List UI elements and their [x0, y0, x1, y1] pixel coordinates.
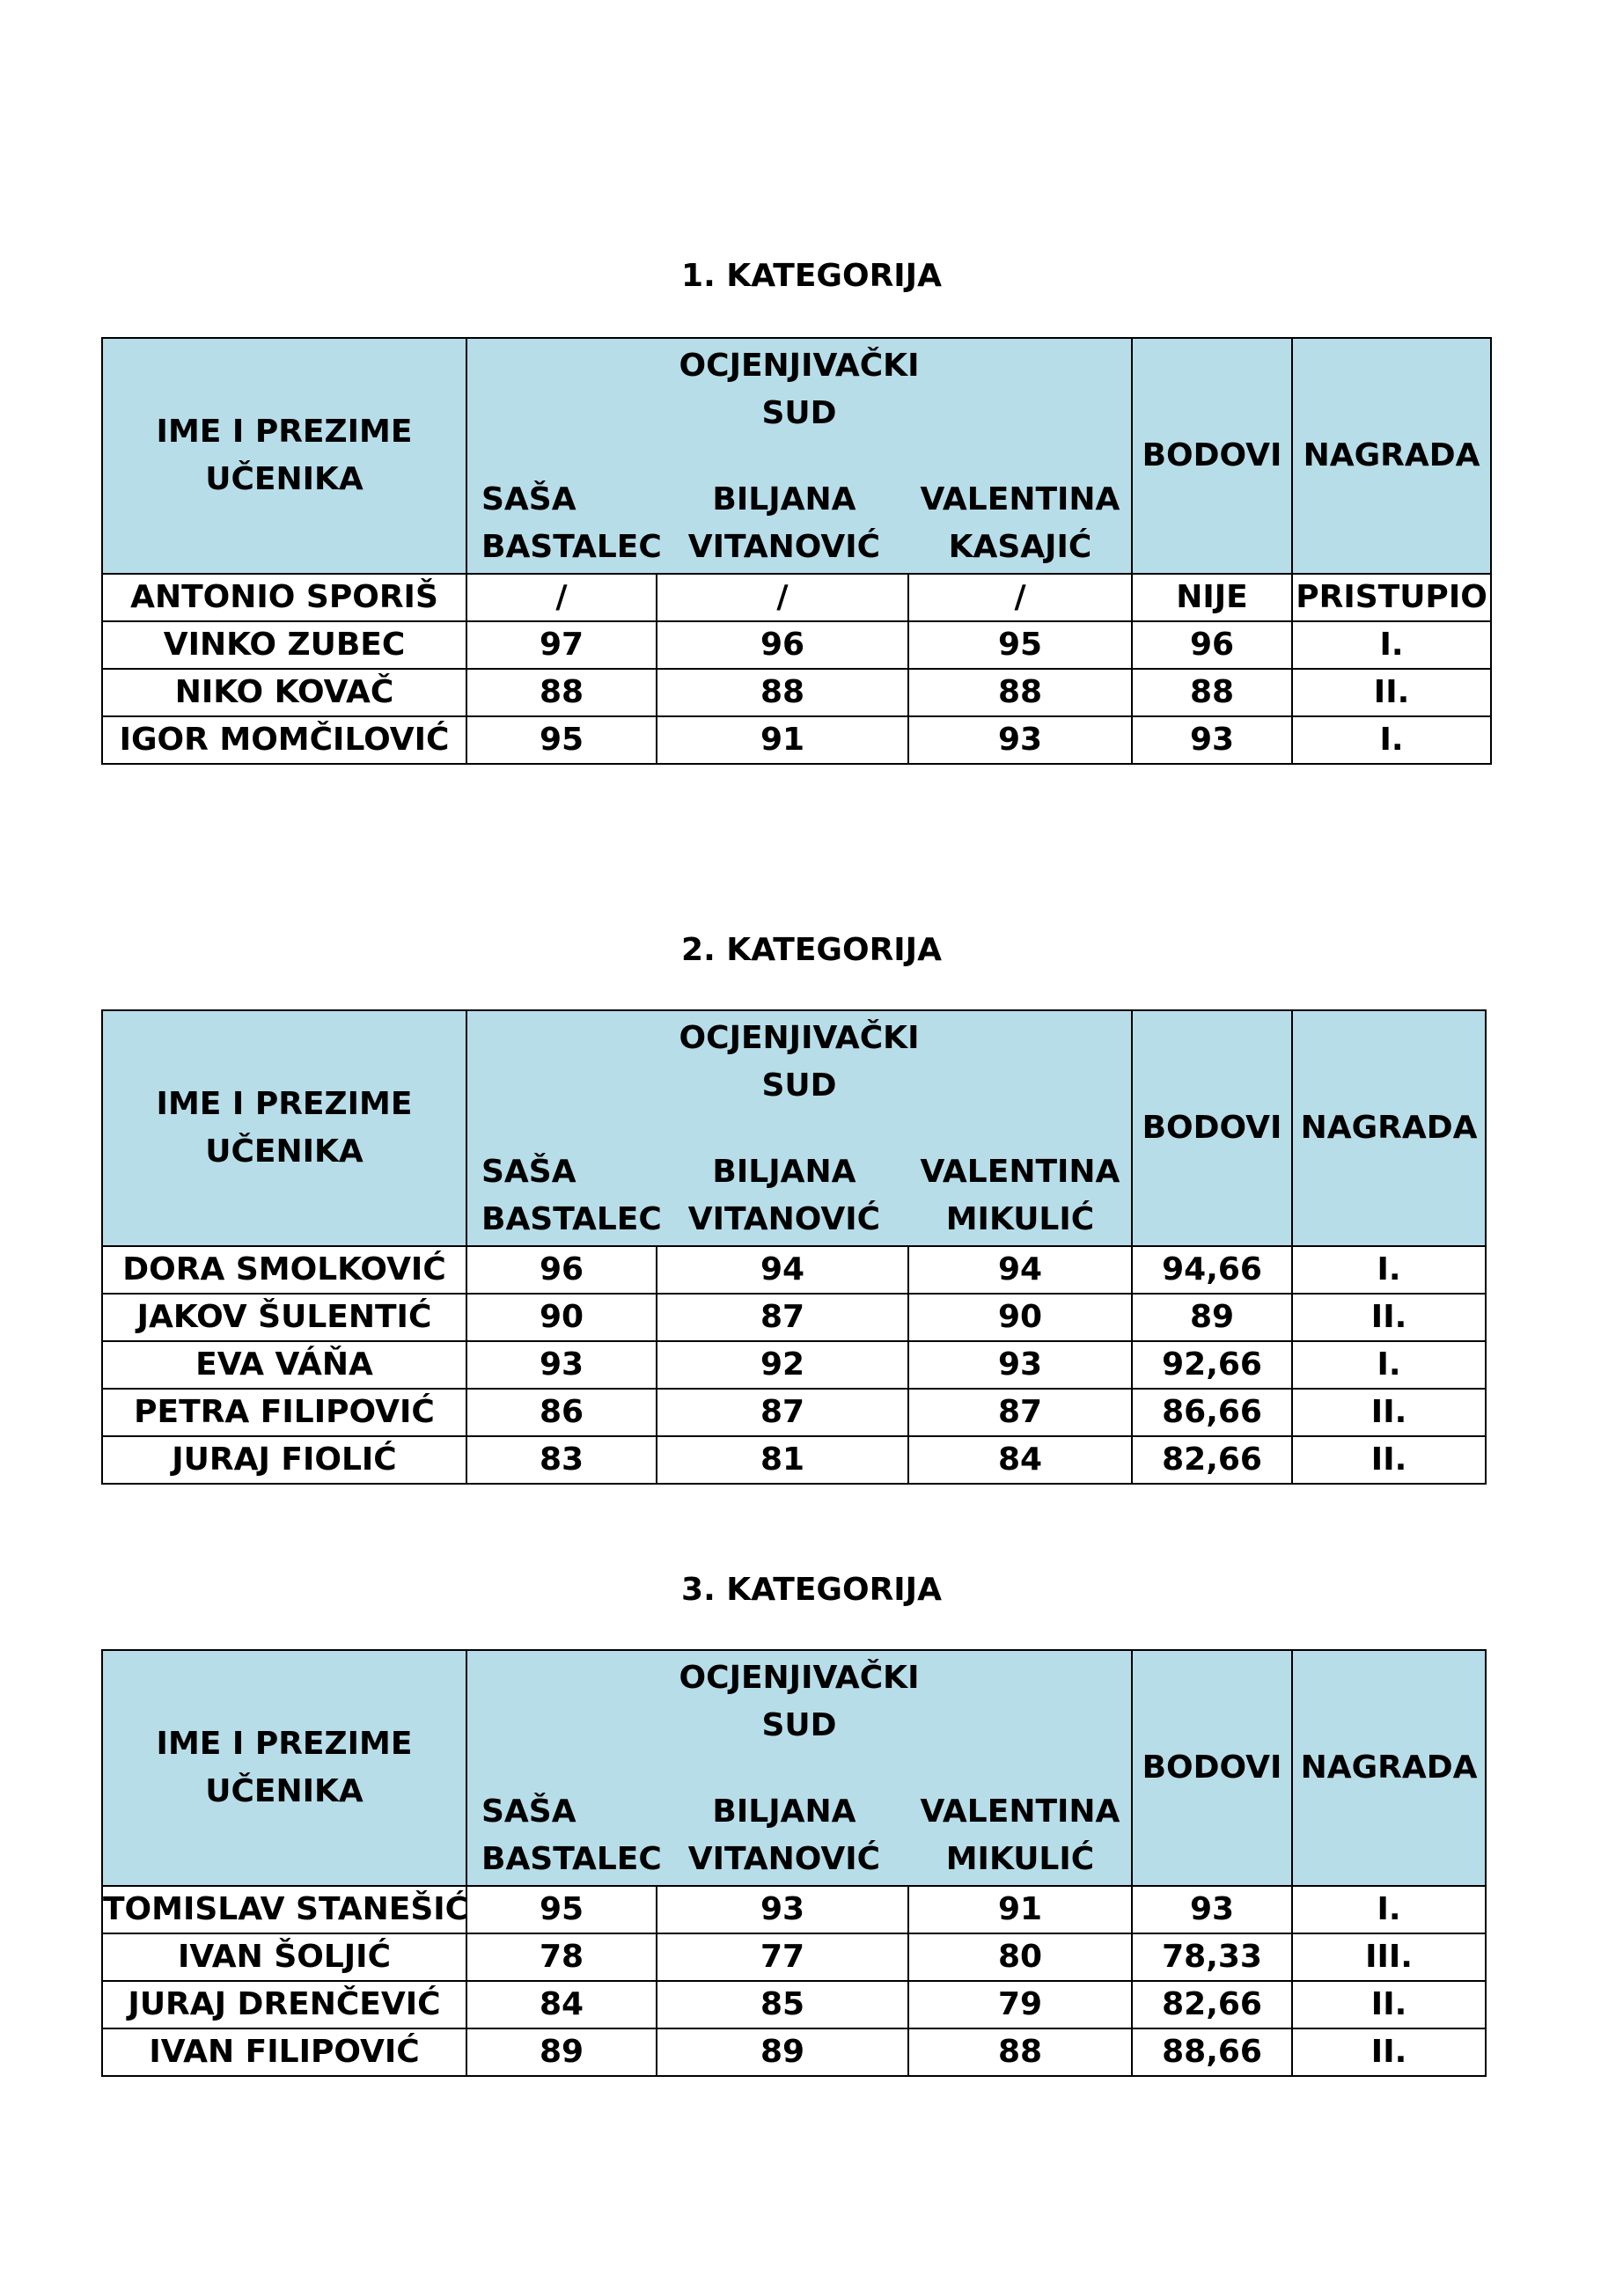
category-section [101, 1009, 1487, 1485]
score-judge-3: 87 [908, 1389, 1132, 1436]
header-text: UČENIKA [205, 1133, 364, 1170]
score-judge-3: 88 [908, 669, 1132, 716]
judge-2-header: BILJANA VITANOVIĆ [687, 1794, 881, 1877]
judge-3-header: VALENTINA MIKULIĆ [920, 1154, 1120, 1237]
jury-header [466, 1010, 1132, 1246]
student-name-header [102, 338, 466, 574]
score-judge-1: 86 [466, 1389, 657, 1436]
score-judge-1: 78 [466, 1933, 657, 1981]
judge-1-header: SAŠA BASTALEC [481, 481, 662, 565]
score-judge-3: 91 [908, 1886, 1132, 1933]
score-judge-3: 93 [908, 1341, 1132, 1389]
points-cell: 78,33 [1132, 1933, 1292, 1981]
points-cell: 88,66 [1132, 2028, 1292, 2076]
score-judge-1: 97 [466, 621, 657, 669]
table-row [102, 1341, 1486, 1389]
score-judge-2: 81 [657, 1436, 908, 1484]
award-cell: I. [1292, 1886, 1486, 1933]
student-name-cell: JURAJ DRENČEVIĆ [102, 1981, 466, 2028]
category-title: 2. KATEGORIJA [681, 932, 942, 968]
score-judge-1: / [466, 574, 657, 621]
points-cell: 96 [1132, 621, 1292, 669]
header-text: IME I PREZIME [156, 1086, 413, 1122]
score-judge-1: 96 [466, 1246, 657, 1294]
points-cell: 88 [1132, 669, 1292, 716]
student-name-cell: IVAN ŠOLJIĆ [102, 1933, 466, 1981]
jury-header [466, 1650, 1132, 1886]
score-judge-3: / [908, 574, 1132, 621]
score-judge-3: 80 [908, 1933, 1132, 1981]
award-cell: I. [1292, 716, 1491, 764]
score-judge-1: 95 [466, 716, 657, 764]
award-cell: II. [1292, 1389, 1486, 1436]
table-row [102, 1981, 1486, 2028]
score-judge-2: 87 [657, 1389, 908, 1436]
category-section [101, 337, 1492, 765]
student-name-cell: PETRA FILIPOVIĆ [102, 1389, 466, 1436]
score-judge-1: 89 [466, 2028, 657, 2076]
score-judge-1: 84 [466, 1981, 657, 2028]
header-text: UČENIKA [205, 461, 364, 497]
score-judge-2: 88 [657, 669, 908, 716]
table-header [102, 338, 1491, 574]
score-judge-3: 88 [908, 2028, 1132, 2076]
judge-3-header: VALENTINA MIKULIĆ [920, 1794, 1120, 1877]
score-judge-1: 88 [466, 669, 657, 716]
award-cell: III. [1292, 1933, 1486, 1981]
student-name-cell: JAKOV ŠULENTIĆ [102, 1294, 466, 1341]
table-row [102, 716, 1491, 764]
table-row [102, 1436, 1486, 1484]
score-judge-3: 90 [908, 1294, 1132, 1341]
award-cell: II. [1292, 1981, 1486, 2028]
score-judge-2: 85 [657, 1981, 908, 2028]
score-judge-3: 95 [908, 621, 1132, 669]
award-cell: II. [1292, 2028, 1486, 2076]
table-row [102, 1886, 1486, 1933]
table-row [102, 621, 1491, 669]
student-name-cell: IVAN FILIPOVIĆ [102, 2028, 466, 2076]
judge-2-header: BILJANA VITANOVIĆ [687, 1154, 881, 1237]
award-header: NAGRADA [1292, 1650, 1486, 1886]
score-judge-2: 92 [657, 1341, 908, 1389]
student-name-cell: ANTONIO SPORIŠ [102, 574, 466, 621]
points-cell: 82,66 [1132, 1436, 1292, 1484]
points-cell: 92,66 [1132, 1341, 1292, 1389]
table-row [102, 1933, 1486, 1981]
judge-3-header: VALENTINA KASAJIĆ [920, 481, 1120, 565]
header-text: IME I PREZIME [156, 414, 413, 450]
score-judge-2: 89 [657, 2028, 908, 2076]
score-judge-1: 90 [466, 1294, 657, 1341]
points-header: BODOVI [1132, 1010, 1292, 1246]
student-name-cell: VINKO ZUBEC [102, 621, 466, 669]
score-judge-3: 93 [908, 716, 1132, 764]
jury-title: OCJENJIVAČKI SUD [679, 348, 920, 431]
table-row [102, 2028, 1486, 2076]
points-header: BODOVI [1132, 1650, 1292, 1886]
student-name-header [102, 1650, 466, 1886]
award-header: NAGRADA [1292, 338, 1491, 574]
category-section [101, 1649, 1487, 2077]
student-name-cell: IGOR MOMČILOVIĆ [102, 716, 466, 764]
table-header [102, 1650, 1486, 1886]
points-cell: 86,66 [1132, 1389, 1292, 1436]
award-cell: II. [1292, 1436, 1486, 1484]
award-cell: I. [1292, 621, 1491, 669]
award-cell: II. [1292, 1294, 1486, 1341]
score-judge-2: 94 [657, 1246, 908, 1294]
points-cell: 93 [1132, 1886, 1292, 1933]
score-judge-2: 96 [657, 621, 908, 669]
award-header: NAGRADA [1292, 1010, 1486, 1246]
table-row [102, 1294, 1486, 1341]
table-header [102, 1010, 1486, 1246]
student-name-cell: EVA VÁŇA [102, 1341, 466, 1389]
header-text: IME I PREZIME [156, 1726, 413, 1762]
jury-header [466, 338, 1132, 574]
judge-1-header: SAŠA BASTALEC [481, 1154, 662, 1237]
award-cell: PRISTUPIO [1292, 574, 1491, 621]
points-cell: NIJE [1132, 574, 1292, 621]
student-name-cell: DORA SMOLKOVIĆ [102, 1246, 466, 1294]
table-row [102, 669, 1491, 716]
table-row [102, 574, 1491, 621]
points-cell: 94,66 [1132, 1246, 1292, 1294]
award-cell: I. [1292, 1246, 1486, 1294]
judge-2-header: BILJANA VITANOVIĆ [687, 481, 881, 565]
results-table [101, 337, 1492, 765]
award-cell: I. [1292, 1341, 1486, 1389]
points-header: BODOVI [1132, 338, 1292, 574]
results-table [101, 1009, 1487, 1485]
points-cell: 82,66 [1132, 1981, 1292, 2028]
score-judge-3: 94 [908, 1246, 1132, 1294]
score-judge-2: 77 [657, 1933, 908, 1981]
score-judge-1: 95 [466, 1886, 657, 1933]
score-judge-2: 91 [657, 716, 908, 764]
score-judge-3: 84 [908, 1436, 1132, 1484]
student-name-cell: TOMISLAV STANEŠIĆ [102, 1886, 466, 1933]
header-text: UČENIKA [205, 1773, 364, 1809]
points-cell: 89 [1132, 1294, 1292, 1341]
score-judge-2: 93 [657, 1886, 908, 1933]
table-row [102, 1389, 1486, 1436]
table-row [102, 1246, 1486, 1294]
award-cell: II. [1292, 669, 1491, 716]
results-table [101, 1649, 1487, 2077]
category-title: 1. KATEGORIJA [681, 258, 942, 294]
points-cell: 93 [1132, 716, 1292, 764]
score-judge-1: 83 [466, 1436, 657, 1484]
score-judge-2: 87 [657, 1294, 908, 1341]
score-judge-3: 79 [908, 1981, 1132, 2028]
category-title: 3. KATEGORIJA [681, 1572, 942, 1608]
jury-title: OCJENJIVAČKI SUD [679, 1020, 920, 1104]
score-judge-2: / [657, 574, 908, 621]
student-name-cell: NIKO KOVAČ [102, 669, 466, 716]
jury-title: OCJENJIVAČKI SUD [679, 1660, 920, 1743]
student-name-header [102, 1010, 466, 1246]
student-name-cell: JURAJ FIOLIĆ [102, 1436, 466, 1484]
judge-1-header: SAŠA BASTALEC [481, 1794, 662, 1877]
score-judge-1: 93 [466, 1341, 657, 1389]
